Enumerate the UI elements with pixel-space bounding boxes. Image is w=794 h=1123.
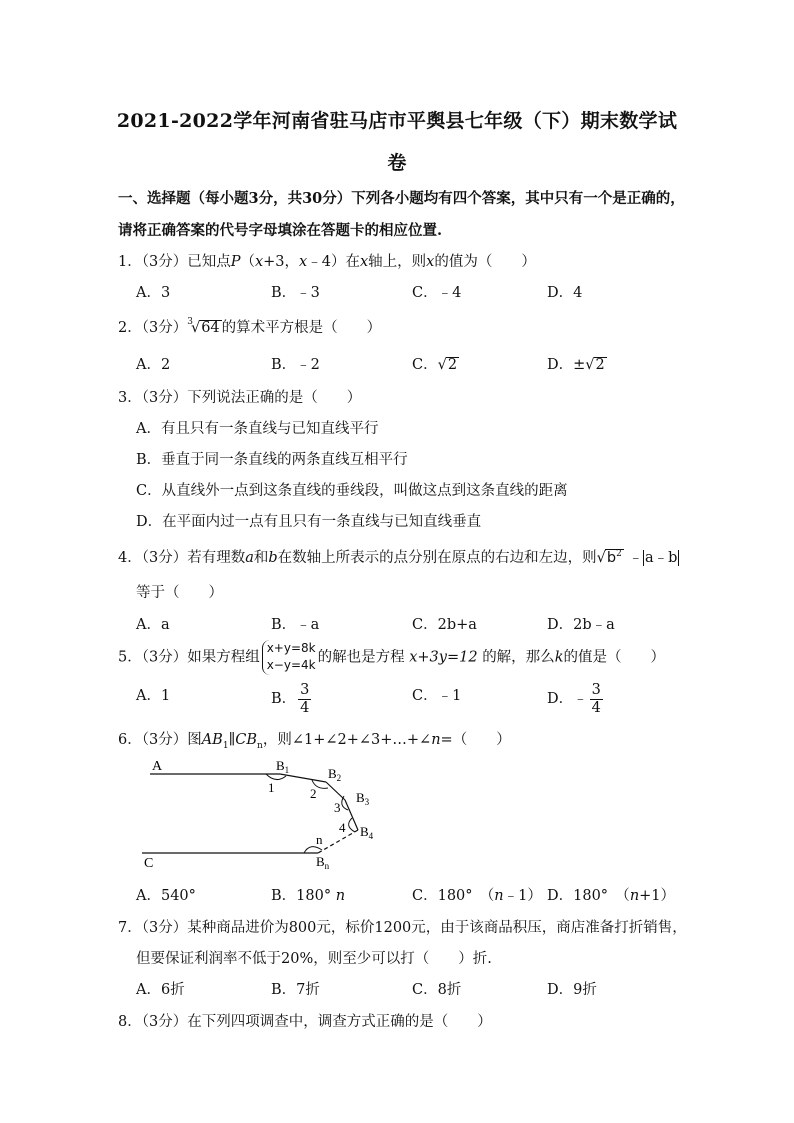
question-2: 2．（3分）$^3$√64 的算术平方根是（ ） <box>118 317 382 336</box>
q3-option-a: A．有且只有一条直线与已知直线平行 <box>136 421 379 437</box>
q7-option-a: A．6折 <box>136 982 185 998</box>
q7-option-c: C．8折 <box>412 982 462 998</box>
q4-option-c: C．2b+a <box>412 617 477 633</box>
q6-option-c: C．180° （n﹣1） <box>412 888 542 904</box>
q6-option-d: D．180° （n+1） <box>547 888 676 904</box>
q7-option-d: D．9折 <box>547 982 597 998</box>
angle-4: 4 <box>339 820 346 835</box>
q4-option-a: A．a <box>136 617 170 633</box>
q6-option-a: A．540° <box>136 888 196 904</box>
question-8: 8．（3分）在下列四项调查中，调查方式正确的是（ ） <box>118 1014 492 1030</box>
q7-option-b: B．7折 <box>271 982 320 998</box>
question-7: 7．（3分）某种商品进价为800元，标价1200元，由于该商品积压，商店准备打折销售， <box>118 920 687 936</box>
question-4-cont: 等于（ ） <box>136 585 223 601</box>
q5-option-a: A．1 <box>136 688 171 704</box>
label-b3: $B_3$ <box>356 790 370 807</box>
q5-option-c: C．﹣1 <box>412 688 462 704</box>
label-b1: $B_1$ <box>276 758 290 775</box>
angle-n: n <box>316 832 323 847</box>
angle-3: 3 <box>334 800 341 815</box>
equation-system: x+y=8k x−y=4k <box>262 640 316 675</box>
q2-option-c: C．√2 <box>412 357 458 373</box>
q2-option-a: A．2 <box>136 357 171 373</box>
label-bn: $B_n$ <box>316 854 330 870</box>
q3-option-c: C．从直线外一点到这条直线的垂线段，叫做这点到这条直线的距离 <box>136 483 568 499</box>
q6-option-b: B．180° n <box>271 888 346 904</box>
q3-option-b: B．垂直于同一条直线的两条直线互相平行 <box>136 452 408 468</box>
angle-2: 2 <box>310 786 317 801</box>
parallel-lines-figure <box>140 758 380 870</box>
q1-option-b: B．﹣3 <box>271 285 320 301</box>
label-b2: $B_2$ <box>328 766 342 783</box>
q2-option-b: B．﹣2 <box>271 357 320 373</box>
label-a: A <box>152 759 163 774</box>
question-7-cont: 但要保证利润率不低于20%，则至少可以打（ ）折. <box>136 951 492 967</box>
q5-option-d: D．﹣ $\frac{3}{4}$ <box>547 682 601 716</box>
section-heading: 一、选择题（每小题3分，共30分）下列各小题均有四个答案，其中只有一个是正确的， <box>118 190 685 207</box>
label-b4: $B_4$ <box>360 824 374 841</box>
question-1: 1．（3分）已知点P（x+3，x﹣4）在x轴上，则x的值为（ ） <box>118 254 536 270</box>
q2-option-d: D．±√2 <box>547 357 605 373</box>
q1-option-a: A．3 <box>136 285 171 301</box>
q1-option-c: C．﹣4 <box>412 285 462 301</box>
question-6: 6．（3分）图$AB_1\parallel CB_n$，则∠1+∠2+∠3+…+∠n=（ ） <box>118 732 511 751</box>
question-4: 4．（3分）若有理数a和b在数轴上所表示的点分别在原点的右边和左边，则$√b^2$ ﹣ a﹣b <box>118 549 678 566</box>
page-title-line1: 2021-2022学年河南省驻马店市平舆县七年级（下）期末数学试 <box>116 110 678 132</box>
label-c: C <box>144 856 154 870</box>
page-title-line2: 卷 <box>387 152 407 174</box>
question-3: 3．（3分）下列说法正确的是（ ） <box>118 390 362 406</box>
q1-option-d: D．4 <box>547 285 583 301</box>
q4-option-b: B．﹣a <box>271 617 320 633</box>
angle-1: 1 <box>268 780 275 795</box>
q5-option-b: B． $\frac{3}{4}$ <box>271 682 310 716</box>
q4-option-d: D．2b﹣a <box>547 617 615 633</box>
q3-option-d: D．在平面内过一点有且只有一条直线与已知直线垂直 <box>136 514 482 530</box>
section-heading-cont: 请将正确答案的代号字母填涂在答题卡的相应位置. <box>118 222 443 239</box>
question-5: 5．（3分）如果方程组 x+y=8k x−y=4k 的解也是方程 x+3y=12 的解，那么k的值是（ ） <box>118 640 665 675</box>
